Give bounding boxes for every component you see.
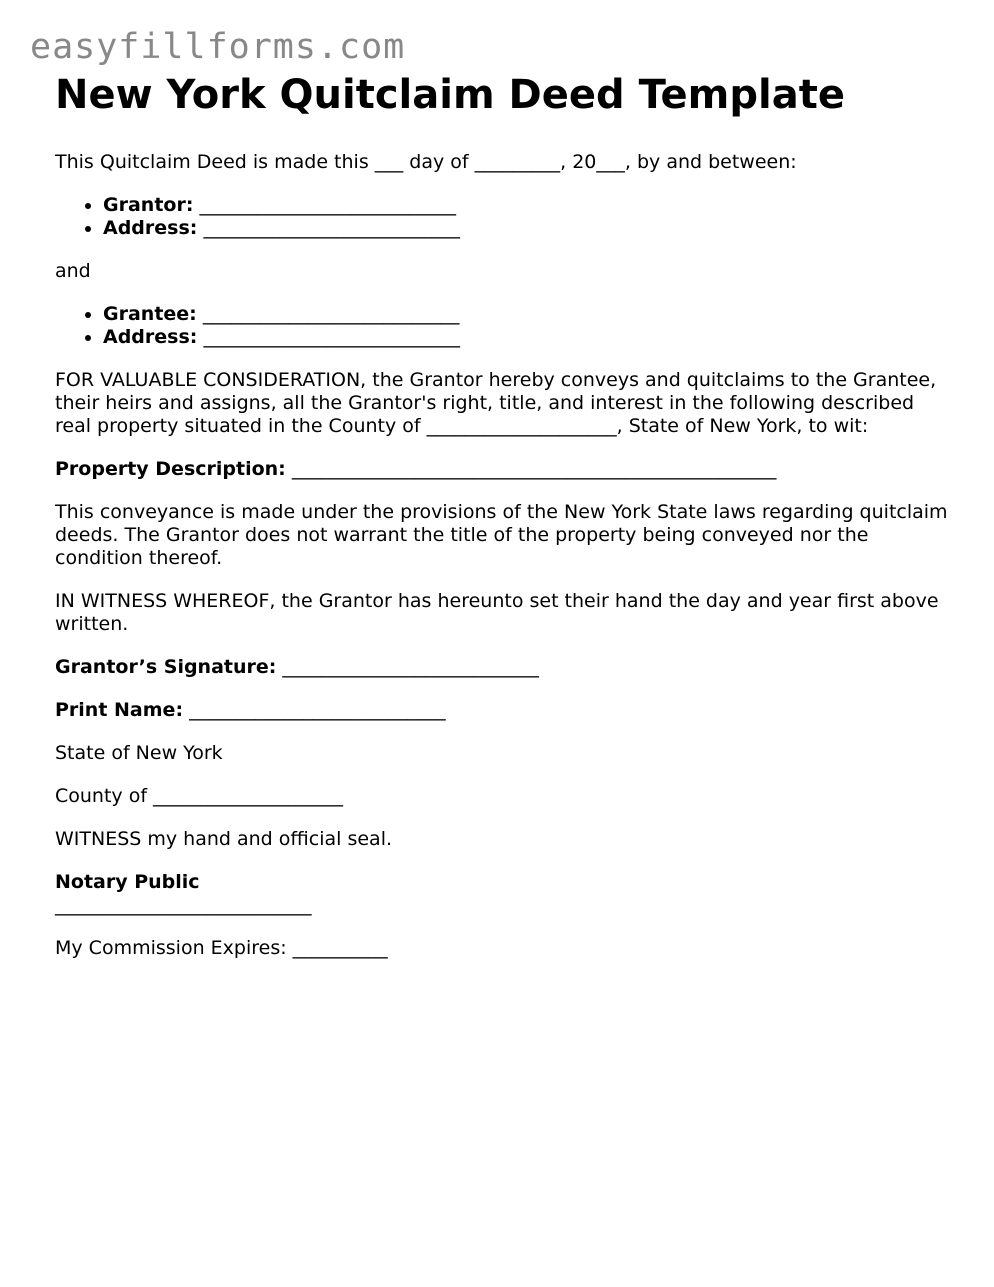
grantor-item <box>103 194 955 217</box>
grantor-blank: ___________________________ <box>199 194 456 216</box>
watermark: easyfillforms.com <box>30 27 406 67</box>
notary-signature-blank: ___________________________ <box>55 894 312 916</box>
page-title: New York Quitclaim Deed Template <box>55 72 845 118</box>
grantee-list <box>55 303 955 349</box>
and-text: and <box>55 260 91 282</box>
grantor-list <box>55 194 955 240</box>
print-name <box>55 699 955 722</box>
grantor-signature-blank: ___________________________ <box>282 656 539 678</box>
print-name-blank: ___________________________ <box>189 699 446 721</box>
grantee-label: Grantee: <box>103 303 197 325</box>
property-description <box>55 458 955 481</box>
grantor-signature <box>55 656 955 679</box>
grantor-address-label: Address: <box>103 217 198 239</box>
grantor-label: Grantor: <box>103 194 194 216</box>
commission-expires: My Commission Expires: __________ <box>55 937 388 959</box>
grantor-signature-label: Grantor’s Signature: <box>55 656 277 678</box>
grantee-address-label: Address: <box>103 326 198 348</box>
intro-paragraph: This Quitclaim Deed is made this ___ day of _________, 20___, by and between: <box>55 151 797 173</box>
state-line: State of New York <box>55 742 223 764</box>
provisions-paragraph: This conveyance is made under the provisions of the New York State laws regarding quitclaim deeds. The Grantor does not warrant the title of the property being conveyed nor the condition thereof. <box>55 501 948 569</box>
grantee-address-item <box>103 326 955 349</box>
grantor-address-item <box>103 217 955 240</box>
consideration-paragraph: FOR VALUABLE CONSIDERATION, the Grantor hereby conveys and quitclaims to the Grantee, their heirs and assigns, all the Grantor's right, title, and interest in the following described real property situated in the County of ____________________, State of New York, to wit: <box>55 369 937 437</box>
print-name-label: Print Name: <box>55 699 184 721</box>
grantee-address-blank: ___________________________ <box>203 326 460 348</box>
notary-block <box>55 871 955 917</box>
county-line: County of ____________________ <box>55 785 344 807</box>
witness-whereof-paragraph: IN WITNESS WHEREOF, the Grantor has hereunto set their hand the day and year first above written. <box>55 590 939 635</box>
notary-label: Notary Public <box>55 871 200 893</box>
property-description-label: Property Description: <box>55 458 286 480</box>
document-body <box>55 72 955 980</box>
grantee-blank: ___________________________ <box>202 303 460 325</box>
grantor-address-blank: ___________________________ <box>203 217 460 239</box>
witness-seal-line: WITNESS my hand and official seal. <box>55 828 393 850</box>
grantee-item <box>103 303 955 326</box>
property-description-blank: ___________________________________________________ <box>291 458 777 480</box>
